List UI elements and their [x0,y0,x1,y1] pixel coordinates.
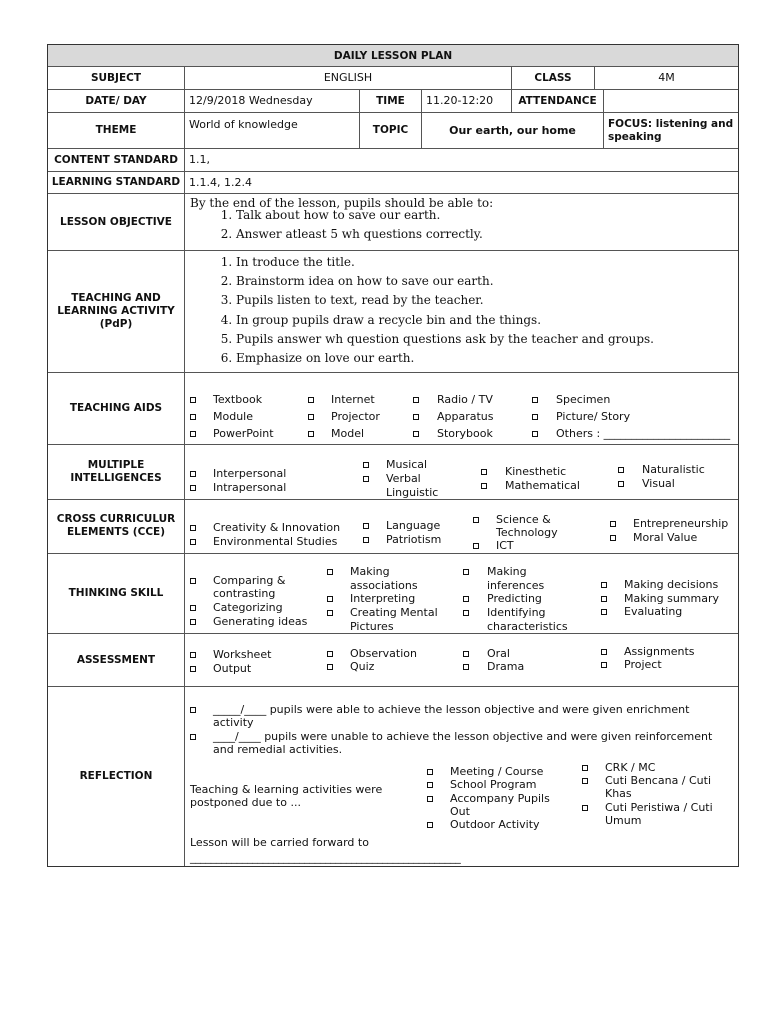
intelligences-label-line: INTELLIGENCES [70,471,162,484]
making-associations-option: Making [350,565,390,578]
reflection-remedial-line: ____/____ pupils were unable to achieve the lesson objective and were given reinforcement [213,730,713,743]
checkbox[interactable] [601,662,607,668]
checkbox[interactable] [190,652,196,658]
drama-option: Drama [487,660,525,673]
checkbox[interactable] [327,569,333,575]
checkbox[interactable] [190,414,196,420]
checkbox[interactable] [481,469,487,475]
checkbox[interactable] [413,431,419,437]
checkbox[interactable] [413,414,419,420]
activity-label-line: (PdP) [99,317,133,330]
checkbox[interactable] [327,596,333,602]
patriotism-option: Patriotism [386,533,442,546]
objective-list [198,206,716,244]
reflection-label: REFLECTION [79,770,153,782]
content-standard-label: CONTENT STANDARD [54,153,178,166]
lesson-plan-table [47,44,739,867]
activity-label [48,250,184,372]
model-option: Model [331,427,365,440]
school-program-option: School Program [450,778,537,791]
cuti-khas-option: Khas [605,787,632,800]
crk-option: CRK / MC [605,761,656,774]
objective-item: 2. Answer atleast 5 wh questions correctly. [236,225,716,244]
checkbox[interactable] [427,796,433,802]
project-option: Project [624,658,662,671]
checkbox[interactable] [427,769,433,775]
checkbox[interactable] [190,605,196,611]
checkbox[interactable] [463,664,469,670]
observation-option: Observation [350,647,417,660]
column-line [603,89,604,148]
carried-forward-line: ____________________________________________________ [190,851,461,864]
accompany-out-option: Out [450,805,470,818]
checkbox[interactable] [427,782,433,788]
activity-item: 4. In group pupils draw a recycle bin and the things. [236,311,736,330]
inferences-option: inferences [487,579,545,592]
checkbox[interactable] [190,707,196,713]
ict-option: ICT [496,539,514,552]
checkbox[interactable] [363,476,369,482]
checkbox[interactable] [190,431,196,437]
intelligences-label-line: MULTIPLE [87,458,145,471]
mathematical-option: Mathematical [505,479,580,492]
activity-item: 5. Pupils answer wh question questions ask by the teacher and groups. [236,330,736,349]
focus-line-2: speaking [608,131,662,143]
checkbox[interactable] [308,414,314,420]
checkbox[interactable] [463,651,469,657]
time-label: TIME [376,94,405,107]
musical-option: Musical [386,458,428,471]
picture-story-option: Picture/ Story [556,410,631,423]
topic-value: Our earth, our home [449,123,576,137]
checkbox[interactable] [327,610,333,616]
technology-option: Technology [496,526,558,539]
environmental-option: Environmental Studies [213,535,338,548]
checkbox[interactable] [190,578,196,584]
quiz-option: Quiz [350,660,375,673]
verbal-option: Verbal [386,472,421,485]
moral-value-option: Moral Value [633,531,698,544]
checkbox[interactable] [190,734,196,740]
thinking-skill-label: THINKING SKILL [68,587,164,599]
cce-label [48,499,184,553]
learning-standard-label: LEARNING STANDARD [51,176,181,188]
apparatus-option: Apparatus [437,410,494,423]
checkbox[interactable] [532,397,538,403]
assessment-label: ASSESSMENT [76,653,156,666]
predicting-option: Predicting [487,592,542,605]
checkbox[interactable] [363,523,369,529]
outdoor-activity-option: Outdoor Activity [450,818,540,831]
postponed-text: Teaching & learning activities were [190,783,383,796]
checkbox[interactable] [190,471,196,477]
reflection-remedial-line: and remedial activities. [213,743,343,756]
checkbox[interactable] [618,481,624,487]
contrasting-option: contrasting [213,587,276,600]
checkbox[interactable] [327,664,333,670]
time-value: 11.20-12:20 [426,94,494,107]
activity-label-line: TEACHING AND [71,291,161,304]
page-title: DAILY LESSON PLAN [333,49,453,62]
meeting-option: Meeting / Course [450,765,544,778]
cce-label-line: CROSS CURRICULUR [56,513,176,525]
comparing-option: Comparing & [213,574,286,587]
checkbox[interactable] [532,431,538,437]
categorizing-option: Categorizing [213,601,283,614]
checkbox[interactable] [473,517,479,523]
powerpoint-option: PowerPoint [213,427,274,440]
checkbox[interactable] [463,610,469,616]
checkbox[interactable] [532,414,538,420]
reflection-enrichment-line: _____/____ pupils were able to achieve the lesson objective and were given enrichment [213,703,690,716]
oral-option: Oral [487,647,510,660]
activity-item: 3. Pupils listen to text, read by the teacher. [236,291,736,310]
class-value: 4M [658,71,675,84]
topic-label: TOPIC [372,124,409,136]
kinesthetic-option: Kinesthetic [505,465,567,478]
checkbox[interactable] [618,467,624,473]
interpreting-option: Interpreting [350,592,416,605]
postponed-text: postponed due to ... [190,796,301,809]
storybook-option: Storybook [437,427,493,440]
visual-option: Visual [642,477,675,490]
checkbox[interactable] [190,397,196,403]
evaluating-option: Evaluating [624,605,683,618]
checkbox[interactable] [190,619,196,625]
cce-label-line: ELEMENTS (CCE) [66,526,165,538]
checkbox[interactable] [610,535,616,541]
worksheet-option: Worksheet [213,648,272,661]
specimen-option: Specimen [556,393,611,406]
checkbox[interactable] [413,397,419,403]
pictures-option: Pictures [350,620,394,633]
module-option: Module [213,410,253,423]
creating-mental-option: Creating Mental [350,606,438,619]
checkbox[interactable] [473,543,479,549]
activity-list [198,253,736,368]
teaching-aids-label: TEACHING AIDS [69,402,163,414]
checkbox[interactable] [308,397,314,403]
assignments-option: Assignments [624,645,695,658]
checkbox[interactable] [427,822,433,828]
theme-label: THEME [95,124,137,136]
cuti-peristiwa-option: Cuti Peristiwa / Cuti [605,801,713,814]
checkbox[interactable] [190,539,196,545]
content-standard-value: 1.1, [189,153,210,166]
column-line [184,66,185,866]
activity-item: 1. In troduce the title. [236,253,736,272]
associations-option: associations [350,579,418,592]
radio-tv-option: Radio / TV [437,393,493,406]
science-option: Science & [496,513,551,526]
checkbox[interactable] [190,666,196,672]
subject-label: SUBJECT [90,71,142,84]
learning-standard-value: 1.1.4, 1.2.4 [189,176,252,189]
intrapersonal-option: Intrapersonal [213,481,287,494]
internet-option: Internet [331,393,375,406]
checkbox[interactable] [363,462,369,468]
activity-label-line: LEARNING ACTIVITY [57,304,175,317]
linguistic-option: Linguistic [386,486,439,499]
checkbox[interactable] [601,649,607,655]
making-summary-option: Making summary [624,592,720,605]
checkbox[interactable] [463,596,469,602]
lesson-objective-label: LESSON OBJECTIVE [60,215,172,228]
checkbox[interactable] [308,431,314,437]
characteristics-option: characteristics [487,620,568,633]
theme-value: World of knowledge [189,118,298,131]
checkbox[interactable] [601,582,607,588]
subject-value: ENGLISH [323,71,373,84]
class-label: CLASS [534,71,572,84]
others-option: Others : _______________________ [556,427,731,440]
checkbox[interactable] [327,651,333,657]
cuti-umum-option: Umum [605,814,642,827]
identifying-option: Identifying [487,606,546,619]
checkbox[interactable] [610,521,616,527]
textbook-option: Textbook [213,393,263,406]
naturalistic-option: Naturalistic [642,463,705,476]
activity-item: 2. Brainstorm idea on how to save our earth. [236,272,736,291]
date-label: DATE/ DAY [85,94,147,107]
focus-line-1: FOCUS: listening and [608,118,734,130]
reflection-enrichment-line: activity [213,716,254,729]
checkbox[interactable] [601,609,607,615]
activity-item: 6. Emphasize on love our earth. [236,349,736,368]
objective-intro: By the end of the lesson, pupils should be able to: [190,196,494,210]
checkbox[interactable] [190,485,196,491]
interpersonal-option: Interpersonal [213,467,287,480]
intelligences-label [48,444,184,499]
making-inferences-option: Making [487,565,527,578]
checkbox[interactable] [582,778,588,784]
output-option: Output [213,662,252,675]
creativity-option: Creativity & Innovation [213,521,341,534]
checkbox[interactable] [582,805,588,811]
entrepreneurship-option: Entrepreneurship [633,517,729,530]
language-option: Language [386,519,441,532]
objective-item: 1. Talk about how to save our earth. [236,206,716,225]
checkbox[interactable] [582,765,588,771]
generating-ideas-option: Generating ideas [213,615,308,628]
cuti-bencana-option: Cuti Bencana / Cuti [605,774,712,787]
projector-option: Projector [331,410,380,423]
checkbox[interactable] [601,596,607,602]
checkbox[interactable] [363,537,369,543]
checkbox[interactable] [190,525,196,531]
attendance-label: ATTENDANCE [518,94,597,107]
date-value: 12/9/2018 Wednesday [189,94,313,107]
checkbox[interactable] [463,569,469,575]
carried-forward-text: Lesson will be carried forward to [190,836,369,849]
making-decisions-option: Making decisions [624,578,719,591]
accompany-pupils-option: Accompany Pupils [450,792,550,805]
checkbox[interactable] [481,483,487,489]
